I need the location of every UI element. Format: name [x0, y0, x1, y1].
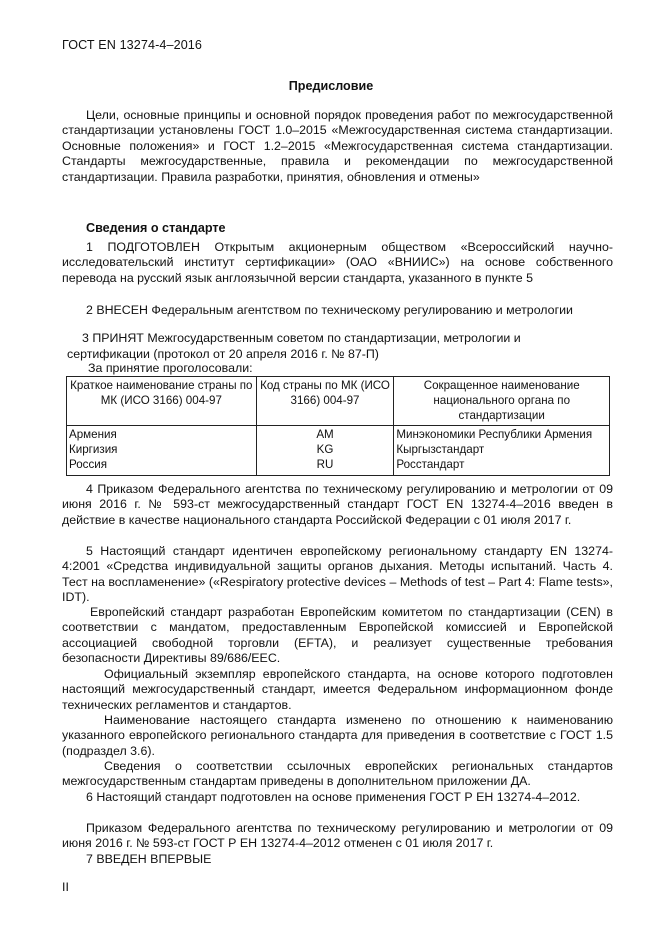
- header-national-body: Сокращенное наименование национального органа по стандартизации: [394, 377, 610, 426]
- voting-countries-table: [66, 376, 610, 476]
- item-5-identical: 5 Настоящий стандарт идентичен европейскому региональному стандарту EN 13274-4:2001 «Средства индивидуальной защиты органов дыхания. Методы испытаний. Часть 4. Тест на воспламенение» («Respiratory protective devices – Methods of test – Part 4: Flame tests», IDT).: [62, 544, 613, 605]
- item-7-introduced: 7 ВВЕДЕН ВПЕРВЫЕ: [86, 852, 212, 866]
- preface-title: Предисловие: [288, 79, 374, 93]
- item-3-adopted-line2: сертификации (протокол от 20 апреля 2016 г. № 87-П): [67, 347, 379, 361]
- header-country-code: Код страны по МК (ИСО 3166) 004-97: [256, 377, 394, 426]
- body-cell: Кыргызстандарт: [394, 442, 610, 457]
- preface-paragraph: Цели, основные принципы и основной порядок проведения работ по межгосударственной стандартизации установлены ГОСТ 1.0–2015 «Межгосударственная система стандартизации. Основные положения» и ГОСТ 1.2–2015 «Межгосударственная система стандартизации. Стандарты межгосударственные, правила и рекомендации по межгосударственной стандартизации. Правила разработки, принятия, обновления и отмены»: [62, 108, 613, 184]
- item-1-prepared: 1 ПОДГОТОВЛЕН Открытым акционерным обществом «Всероссийский научно-исследовательский институт сертификации» (ОАО «ВНИИС») на основе собственного перевода на русский язык англоязычной версии стандарта, указанного в пункте 5: [62, 240, 613, 285]
- body-cell: Росстандарт: [394, 457, 610, 476]
- item-3-adopted-line1: 3 ПРИНЯТ Межгосударственным советом по стандартизации, метрологии и: [82, 331, 521, 345]
- table-row: [67, 457, 610, 476]
- vote-label: За принятие проголосовали:: [88, 361, 253, 375]
- page-number: II: [62, 880, 69, 894]
- body-cell: Минэкономики Республики Армения: [394, 426, 610, 443]
- country-cell: Россия: [67, 457, 257, 476]
- code-cell: AM: [256, 426, 394, 443]
- standard-info-title: Сведения о стандарте: [86, 221, 226, 235]
- country-cell: Армения: [67, 426, 257, 443]
- document-header-id: ГОСТ EN 13274-4–2016: [62, 38, 203, 52]
- table-row: [67, 426, 610, 443]
- item-5-european-standard: Европейский стандарт разработан Европейским комитетом по стандартизации (CEN) в соответствии с мандатом, предоставленным Европейской комиссией и Европейской ассоциацией свободной торговли (EFTA), и реализует существенные требования безопасности Директивы 89/686/ЕЕС.: [62, 605, 613, 666]
- table-header-row: [67, 377, 610, 426]
- item-5-name-changed: Наименование настоящего стандарта изменено по отношению к наименованию указанного европейского регионального стандарта для приведения в соответствие с ГОСТ 1.5 (подраздел 3.6).: [62, 713, 613, 758]
- item-5-references: Сведения о соответствии ссылочных европейских региональных стандартов межгосударственным стандартам приведены в дополнительном приложении ДА.: [62, 759, 613, 789]
- table-row: [67, 442, 610, 457]
- code-cell: KG: [256, 442, 394, 457]
- item-4-order: 4 Приказом Федерального агентства по техническому регулированию и метрологии от 09 июня 2016 г. № 593-ст межгосударственный стандарт ГОСТ EN 13274-4–2016 введен в действие в качестве национального стандарта Российской Федерации с 01 июля 2017 г.: [62, 482, 613, 527]
- country-cell: Киргизия: [67, 442, 257, 457]
- header-country-name: Краткое наименование страны по МК (ИСО 3166) 004-97: [67, 377, 257, 426]
- item-6-based-on: 6 Настоящий стандарт подготовлен на основе применения ГОСТ Р ЕН 13274-4–2012.: [86, 790, 581, 804]
- item-5-official-copy: Официальный экземпляр европейского стандарта, на основе которого подготовлен настоящий межгосударственный стандарт, имеется Федеральном информационном фонде технических регламентов и стандартов.: [62, 667, 613, 712]
- item-6-cancelled: Приказом Федерального агентства по техническому регулированию и метрологии от 09 июня 2016 г. № 593-ст ГОСТ Р ЕН 13274-4–2012 отменен с 01 июля 2017 г.: [62, 821, 613, 851]
- code-cell: RU: [256, 457, 394, 476]
- item-2-submitted: 2 ВНЕСЕН Федеральным агентством по техническому регулированию и метрологии: [86, 303, 573, 317]
